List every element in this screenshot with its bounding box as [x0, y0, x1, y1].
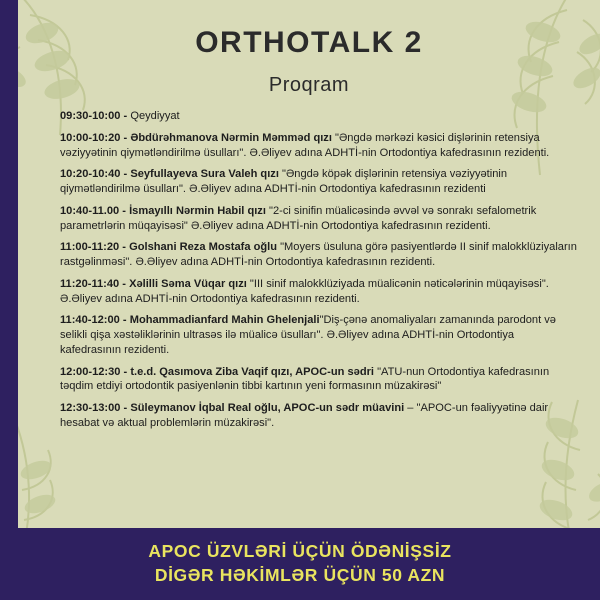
program-item-text: "ATU-nun Ortodontiya kafedrasının təqdim etdiyi ortodontik pasiyenlənin tibbi kartının yeni formasının müzakirəsi" [60, 365, 550, 393]
program-item-text: "Əngdə köpək dişlərinin retensiya vəziyyətinin qiymətləndirilmə üsulları". Ə.Əliyev adına ADHTİ-nin Ortodontiya kafedrasının rezidenti [60, 168, 508, 195]
program-item-text: Qeydiyyat [130, 110, 180, 122]
program-item-text: "Əngdə mərkəzi kəsici dişlərinin retensiya vəziyyətinin qiymətləndirilmə üsulları". Ə.Əliyev adına ADHTİ-nin Ortodontiya kafedrasının rezidenti. [60, 131, 550, 159]
program-list [18, 109, 600, 600]
program-item-separator: - [120, 110, 131, 122]
footer-banner [0, 528, 600, 600]
program-item [60, 167, 578, 197]
footer-line-2: DİGƏR HƏKİMLƏR ÜÇÜN 50 AZN [154, 565, 446, 585]
program-item-time: 10:40-11.00 [60, 204, 120, 217]
footer-line-1: APOC ÜZVLƏRİ ÜÇÜN ÖDƏNİŞSİZ [148, 541, 452, 562]
program-item-time: 12:00-12:30 [60, 365, 121, 378]
program-item [60, 240, 578, 270]
program-item-time: 10:00-10:20 [60, 131, 121, 144]
program-item-time: 09:30-10:00 [60, 110, 121, 122]
program-item-text: "III sinif malokklüziyada müalicənin nəticələrinin müqayisəsi". Ə.Əliyev adına ADHTİ-nin Ortodontiya kafedrasının rezidenti. [60, 277, 549, 305]
program-item-separator: - [119, 204, 130, 217]
program-item [60, 313, 578, 357]
page-title: ORTHOTALK 2 [195, 26, 423, 59]
program-item [60, 131, 578, 161]
program-item-time: 11:00-11:20 [60, 241, 120, 254]
program-item-separator: - [120, 365, 131, 378]
program-item-time: 12:30-13:00 [60, 402, 121, 414]
program-item [60, 277, 578, 307]
program-item-text: "Moyers üsuluna görə pasiyentlərdə II sinif malokklüziyaların rastgəlinməsi". Ə.Əliyev adına ADHTİ-nin Ortodontiya kafedrasının rezidenti. [60, 241, 577, 268]
program-item-speaker: İsmayıllı Nərmin Habil qızı [129, 204, 266, 217]
program-item [60, 204, 578, 234]
program-item-separator: - [120, 168, 131, 181]
program-item-text: – "APOC-un fəaliyyətinə dair hesabat və aktual problemlərin müzakirəsi". [60, 402, 549, 429]
program-item [60, 365, 578, 395]
program-item-separator: - [120, 131, 131, 144]
program-item-speaker: Seyfullayeva Sura Valeh qızı [130, 168, 279, 181]
program-item-separator: - [119, 314, 130, 327]
program-item-text: "Diş-çənə anomaliyaları zamanında parodont və selikli qişa xəstəliklərinin ultrasəs ilə müalicə üsulları". Ə.Əliyev adına ADHTİ-nin Ortodontiya kafedrasının rezidenti. [60, 314, 556, 356]
program-item-speaker: Süleymanov İqbal Real oğlu, APOC-un sədr müavini [130, 402, 405, 414]
program-item-separator: - [119, 241, 130, 254]
program-item-speaker: t.e.d. Qasımova Ziba Vaqif qızı, APOC-un sədri [130, 365, 375, 378]
program-item-speaker: Xəlilli Səma Vüqar qızı [129, 277, 247, 290]
left-accent-bar [0, 0, 18, 600]
program-item-separator: - [119, 277, 130, 290]
poster-content [18, 0, 600, 600]
program-item [60, 109, 578, 124]
program-item [60, 401, 578, 431]
program-item-time: 10:20-10:40 [60, 168, 121, 181]
program-item-time: 11:40-12:00 [60, 314, 120, 327]
page-subtitle: Proqram [268, 74, 350, 96]
program-item-speaker: Mohammadianfard Mahin Ghelenjali [129, 314, 320, 327]
program-item-text: "2-ci sinifin müalicəsində əvvəl və sonrakı sefalometrik parametrlərin müqayisəsi" Ə.Əliyev adına ADHTİ-nin Ortodontiya kafedrasının rezidenti. [60, 204, 537, 232]
program-item-speaker: Əbdürəhmanova Nərmin Məmməd qızı [130, 131, 332, 144]
program-item-separator: - [120, 402, 131, 414]
program-item-time: 11:20-11:40 [60, 277, 120, 290]
program-item-speaker: Golshani Reza Mostafa oğlu [129, 241, 278, 254]
